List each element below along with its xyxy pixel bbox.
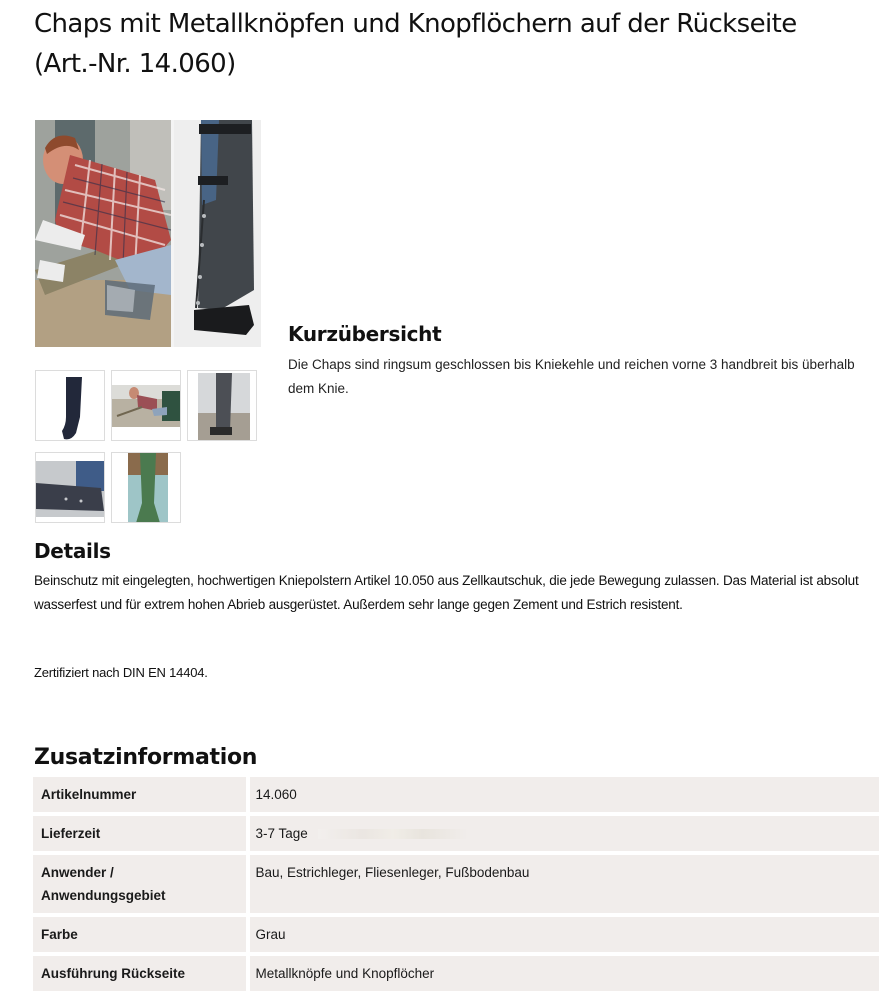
row-value: Grau — [250, 917, 880, 956]
thumbnail-2[interactable] — [111, 370, 181, 441]
row-value: Metallknöpfe und Knopflöcher — [250, 956, 880, 995]
thumbnail-1[interactable] — [35, 370, 105, 441]
certification-text: Zertifiziert nach DIN EN 14404. — [34, 665, 208, 680]
table-row — [33, 777, 879, 816]
table-row — [33, 956, 879, 995]
additional-info-table — [33, 777, 879, 995]
row-label: Farbe — [33, 917, 250, 956]
row-value — [250, 816, 880, 855]
summary-text: Die Chaps sind ringsum geschlossen bis Kniekehle und reichen vorne 3 handbreit bis überhalb dem Knie. — [288, 357, 855, 396]
row-value: Bau, Estrichleger, Fliesenleger, Fußbodenbau — [250, 855, 880, 917]
row-value: 14.060 — [250, 777, 880, 816]
blurred-region — [318, 829, 468, 839]
main-product-image[interactable] — [35, 120, 261, 347]
row-label: Artikelnummer — [33, 777, 250, 816]
chaps-side-photo — [174, 120, 261, 347]
row-label: Ausführung Rückseite — [33, 956, 250, 995]
thumbnail-5[interactable] — [111, 452, 181, 523]
additional-info-heading: Zusatzinformation — [34, 745, 258, 770]
thumbnail-4[interactable] — [35, 452, 105, 523]
thumbnail-3[interactable] — [187, 370, 257, 441]
delivery-time-value: 3-7 Tage — [255, 826, 308, 841]
table-row — [33, 816, 879, 855]
summary-heading: Kurzübersicht — [288, 322, 442, 346]
details-text: Beinschutz mit eingelegten, hochwertigen Kniepolstern Artikel 10.050 aus Zellkautschuk, die jede Bewegung zulassen. Das Material ist absolut wasserfest und für extrem hohen Abrieb ausgerüstet. Außerdem sehr lange gegen Zement und Estrich resistent. — [34, 573, 859, 612]
worker-photo — [35, 120, 171, 347]
page-title: Chaps mit Metallknöpfen und Knopflöchern auf der Rückseite (Art.-Nr. 14.060) — [34, 9, 797, 79]
details-heading: Details — [34, 539, 111, 563]
row-label: Anwender / Anwendungsgebiet — [33, 855, 250, 917]
row-label: Lieferzeit — [33, 816, 250, 855]
table-row — [33, 855, 879, 917]
table-row — [33, 917, 879, 956]
